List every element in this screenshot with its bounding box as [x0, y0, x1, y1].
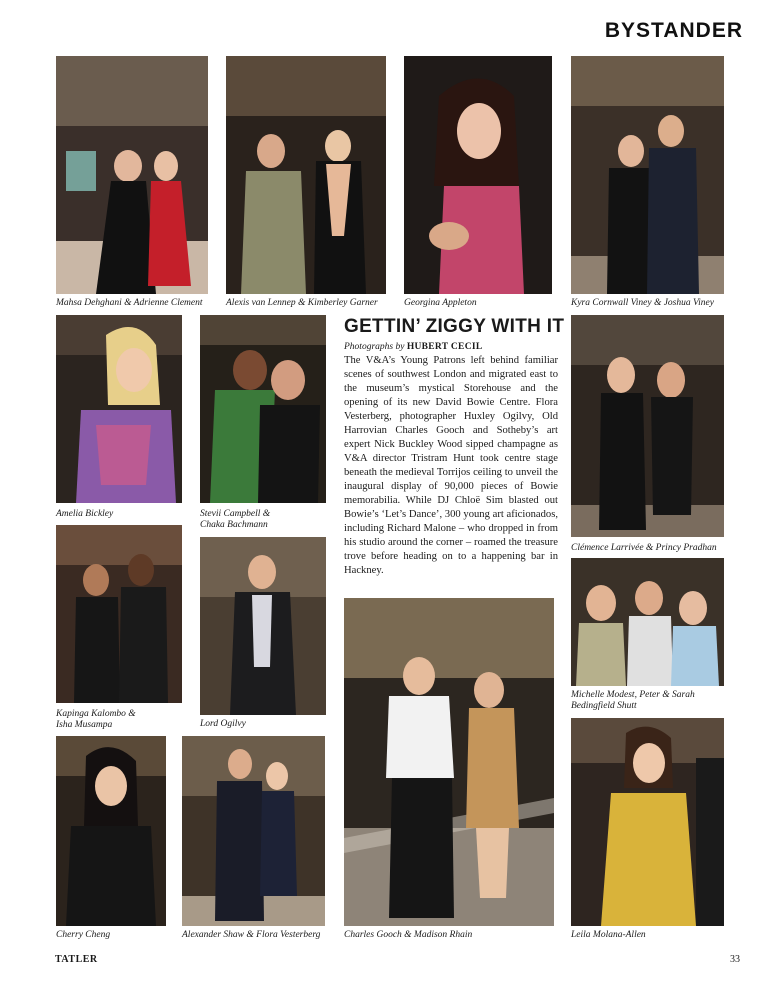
photo-kyra-joshua — [571, 56, 724, 294]
caption-georgina: Georgina Appleton — [404, 298, 477, 308]
caption-stevii-line2: Chaka Bachmann — [200, 520, 268, 530]
caption-clemence: Clémence Larrivée & Princy Pradhan — [571, 543, 717, 553]
caption-kapinga-line2: Isha Musampa — [56, 720, 113, 730]
article-body: The V&A’s Young Patrons left behind familiar scenes of southwest London and migrated east to the museum’s mystical Storehouse and the opening of its new David Bowie Centre. Flora Vesterberg, photographer Huxley Ogilvy, Old Harrovian Charles Gooch and Sotheby’s art expert Nick Buckley Wood sipped champagne as V&A director Tristram Hunt took centre stage beneath the medieval Torrijos ceiling to unveil the inaugural display of 90,000 pieces of Bowie memorabilia. While DJ Chloë Sim blasted out Bowie’s ‘Let’s Dance’, 300 young art aficionados, including Richard Malone – who dropped in from his studio around the corner – roamed the treasure trove before heading on to a happening bar in Hackney. — [344, 355, 558, 576]
photo-kapinga-isha — [56, 525, 182, 703]
byline-name: HUBERT CECIL — [406, 342, 483, 352]
footer-magazine-name: TATLER — [55, 954, 98, 965]
article-byline — [344, 342, 558, 352]
caption-alexis: Alexis van Lennep & Kimberley Garner — [226, 298, 378, 308]
photo-stevii-chaka — [200, 315, 326, 503]
caption-stevii-line1: Stevii Campbell & — [200, 509, 271, 519]
caption-kapinga-line1: Kapinga Kalombo & — [56, 709, 136, 719]
photo-michelle-peter-sarah — [571, 558, 724, 686]
caption-kapinga — [56, 709, 136, 731]
photo-lord-ogilvy — [200, 537, 326, 715]
photo-amelia — [56, 315, 182, 503]
article-headline: GETTIN’ ZIGGY WITH IT — [344, 316, 565, 337]
photo-mahsa-adrienne — [56, 56, 208, 294]
caption-amelia: Amelia Bickley — [56, 509, 114, 519]
photo-charles-madison — [344, 598, 554, 926]
photo-clemence-princy — [571, 315, 724, 537]
section-title: BYSTANDER — [604, 19, 743, 42]
caption-michelle — [571, 690, 695, 712]
page-number: 33 — [730, 954, 740, 965]
caption-leila: Leila Molana-Allen — [571, 930, 646, 940]
photo-leila — [571, 718, 724, 926]
photo-georgina — [404, 56, 552, 294]
caption-kyra: Kyra Cornwall Viney & Joshua Viney — [571, 298, 714, 308]
caption-cherry: Cherry Cheng — [56, 930, 111, 940]
caption-lord: Lord Ogilvy — [200, 719, 246, 729]
caption-stevii — [200, 509, 270, 531]
caption-charles: Charles Gooch & Madison Rhain — [344, 930, 473, 940]
caption-mahsa: Mahsa Dehghani & Adrienne Clement — [56, 298, 203, 308]
caption-michelle-line1: Michelle Modest, Peter & Sarah — [571, 690, 695, 700]
photo-alexander-flora — [182, 736, 325, 926]
article — [344, 316, 565, 578]
caption-michelle-line2: Bedingfield Shutt — [571, 701, 637, 711]
byline-prefix: Photographs by — [344, 342, 405, 352]
photo-cherry — [56, 736, 166, 926]
caption-alexander: Alexander Shaw & Flora Vesterberg — [182, 930, 321, 940]
photo-alexis-kimberley — [226, 56, 386, 294]
